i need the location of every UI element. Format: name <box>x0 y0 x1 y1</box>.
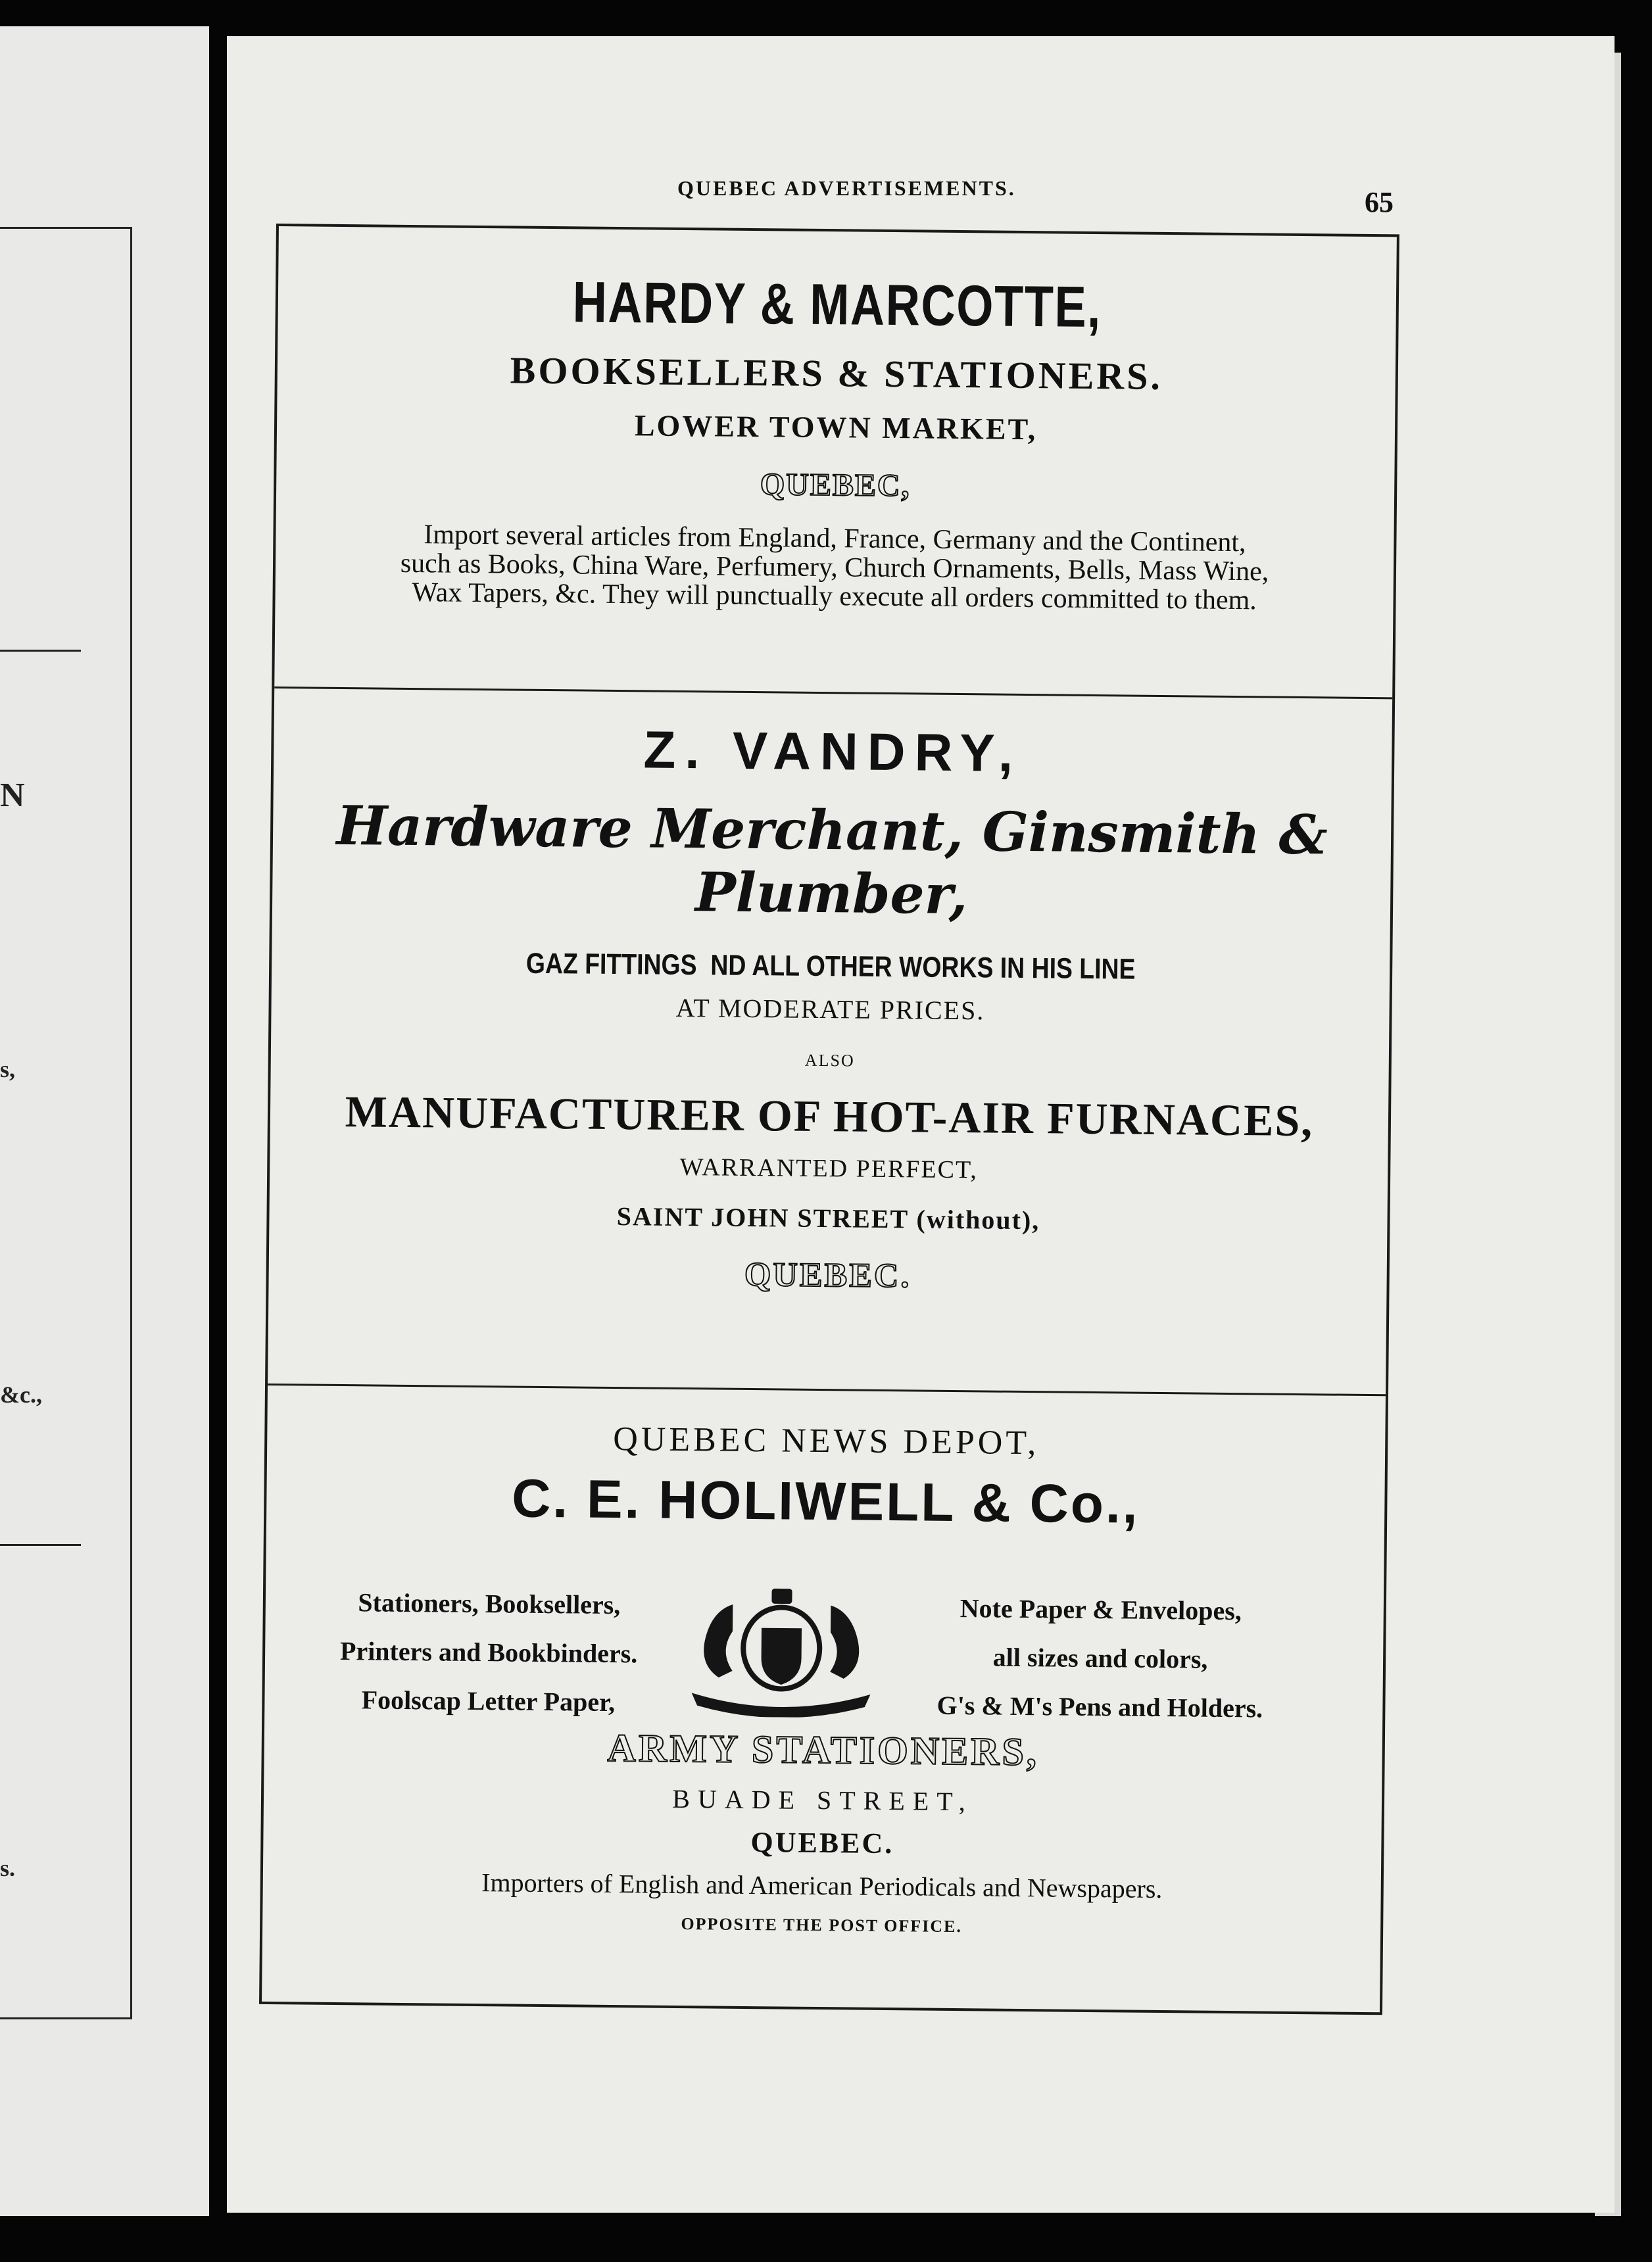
ad-vandry-name: Z. VANDRY, <box>643 720 1023 782</box>
ad-vandry-address: SAINT JOHN STREET (without), <box>616 1201 1040 1236</box>
ad-holiwell <box>266 1416 1386 1538</box>
previous-page-fragment: N <box>0 777 25 814</box>
previous-page-frame <box>0 227 132 2019</box>
previous-page-fragment: s, <box>0 1056 16 1082</box>
ad-vandry-also: ALSO <box>804 1050 855 1071</box>
ad-holiwell-left-line: Stationers, Booksellers, <box>358 1587 621 1620</box>
ad-hardy-body-line: Wax Tapers, &c. They will punctually execute all orders committed to them. <box>412 577 1257 616</box>
ad-hardy-body-line: Import several articles from England, France, Germany and the Continent, <box>424 519 1246 558</box>
ad-hardy-body-line: such as Books, China Ware, Perfumery, Church Ornaments, Bells, Mass Wine, <box>400 548 1269 587</box>
page-number: 65 <box>1365 186 1394 218</box>
ad-holiwell-opposite: OPPOSITE THE POST OFFICE. <box>681 1914 963 1937</box>
advertisement-frame <box>259 224 1399 2015</box>
royal-coat-of-arms-icon <box>679 1585 884 1718</box>
ad-holiwell-left-line: Printers and Bookbinders. <box>339 1636 638 1669</box>
ad-vandry-trade: Hardware Merchant, Ginsmith & Plumber, <box>336 794 1328 927</box>
ad-holiwell-right-column <box>876 1583 1324 1734</box>
previous-page-rule <box>0 650 81 652</box>
ad-holiwell-footer <box>262 1722 1382 1940</box>
ad-holiwell-left-line: Foolscap Letter Paper, <box>361 1685 616 1718</box>
ad-hardy-trade: BOOKSELLERS & STATIONERS. <box>510 349 1163 398</box>
ad-vandry <box>268 716 1392 1300</box>
ad-hardy-body <box>275 519 1394 616</box>
ad-holiwell-right-line: all sizes and colors, <box>992 1642 1208 1674</box>
ad-vandry-warranted: WARRANTED PERFECT, <box>679 1153 979 1184</box>
ad-hardy-address: LOWER TOWN MARKET, <box>634 408 1038 446</box>
ad-holiwell-army: ARMY STATIONERS, <box>607 1725 1040 1774</box>
previous-page-fragment: s. <box>0 1855 16 1881</box>
divider-rule <box>268 1384 1386 1396</box>
ad-vandry-fittings: GAZ FITTINGS ND ALL OTHER WORKS IN HIS LINE <box>525 947 1136 986</box>
ad-vandry-city: QUEBEC. <box>744 1255 911 1295</box>
ad-holiwell-right-line: G's & M's Pens and Holders. <box>936 1690 1263 1723</box>
ad-holiwell-city: QUEBEC. <box>750 1826 894 1860</box>
ad-holiwell-name: C. E. HOLIWELL & Co., <box>511 1468 1140 1535</box>
previous-page-rule <box>0 1544 81 1546</box>
ad-holiwell-depot: QUEBEC NEWS DEPOT, <box>612 1420 1040 1462</box>
previous-page-fragment: &c., <box>0 1382 42 1408</box>
divider-rule <box>274 686 1392 699</box>
ad-holiwell-left-column <box>284 1577 693 1727</box>
ad-hardy-city: QUEBEC, <box>760 467 911 504</box>
ad-holiwell-importers: Importers of English and American Periodicals and Newspapers. <box>481 1867 1163 1904</box>
ad-vandry-manufacturer: MANUFACTURER OF HOT-AIR FURNACES, <box>345 1086 1314 1146</box>
ad-holiwell-right-line: Note Paper & Envelopes, <box>960 1593 1242 1626</box>
ad-hardy-name: HARDY & MARCOTTE, <box>572 269 1102 340</box>
running-head: QUEBEC ADVERTISEMENTS. <box>677 176 1016 200</box>
ad-vandry-prices: AT MODERATE PRICES. <box>675 992 985 1026</box>
ad-holiwell-street: BUADE STREET, <box>672 1783 973 1817</box>
ad-hardy-marcotte <box>275 266 1396 616</box>
previous-page-edge <box>0 26 209 2216</box>
